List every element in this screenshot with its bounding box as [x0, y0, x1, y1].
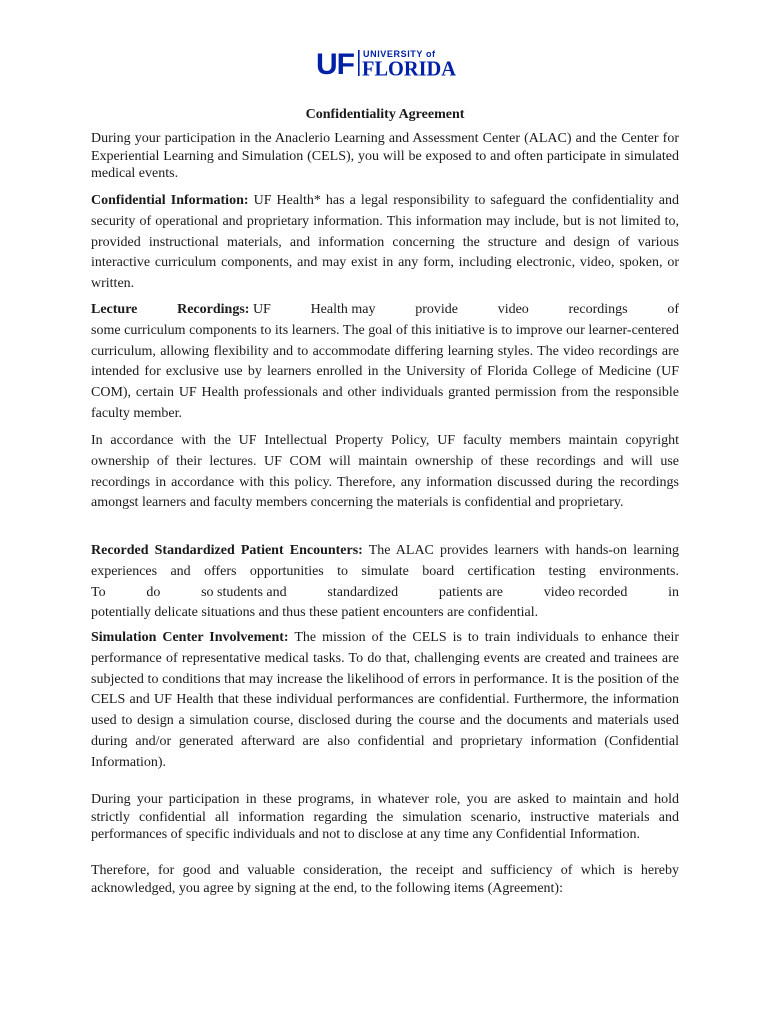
ip-policy-paragraph: In accordance with the UF Intellectual Property Policy, UF faculty members maintain copyright ownership of their lectures. UF COM will maintain ownership of these recordings and will use recordings in accordance with this policy. Therefore, any information discussed during the recordings amongst learners and faculty members concerning the materials is confidential and proprietary. — [91, 433, 679, 511]
uf-logo — [316, 46, 458, 78]
sp-word: in — [668, 584, 679, 600]
logo-university-of: UNIVERSITY of — [363, 49, 436, 59]
standardized-patient-third-line — [91, 583, 679, 604]
lecture-word: video — [497, 302, 529, 317]
logo-florida: FLORIDA — [362, 56, 457, 78]
confidential-information-heading: Confidential Information: — [91, 193, 249, 208]
lecture-word: of — [667, 302, 679, 317]
confidential-information-text: UF Health* has a legal responsibility to safeguard the confidentiality and security of operational and proprietary information. This information may include, but is not limited to, provided instructional materials, and information concerning the structure and design of various interactive curriculum components, and may exist in any form, including electronic, video, spoken, or written. — [91, 193, 679, 292]
intro-paragraph: During your participation in the Anaclerio Learning and Assessment Center (ALAC) and the Center for Experiential Learning and Simulation (CELS), you will be exposed to and often participate in simulated medical events. — [91, 131, 679, 181]
standardized-patient-last-line: potentially delicate situations and thus these patient encounters are confidential. — [91, 605, 539, 621]
sp-word: video recorded — [543, 584, 628, 600]
lecture-recordings-first-line — [91, 300, 679, 321]
standardized-patient-heading: Recorded Standardized Patient Encounters: — [91, 543, 363, 558]
simulation-center-text: The mission of the CELS is to train individuals to enhance their performance of representative medical tasks. To do that, challenging events are created and trainees are subjected to conditions that may increase the likelihood of errors in performance. It is the position of the CELS and UF Health that these individual performances are confidential. Furthermore, the information used to design a simulation course, disclosed during the course and the documents and materials used during and/or generated afterward are also confidential and proprietary information (Confidential Information). — [91, 630, 680, 770]
lecture-word: recordings — [568, 302, 628, 317]
lecture-word: Health may — [310, 302, 376, 317]
lecture-recordings-paragraph — [91, 300, 679, 425]
logo-uf-mark: UF — [316, 48, 354, 78]
simulation-center-heading: Simulation Center Involvement: — [91, 630, 289, 645]
lecture-word: provide — [415, 302, 458, 317]
confidential-information-paragraph — [91, 191, 679, 295]
sp-word: patients are — [438, 584, 504, 600]
standardized-patient-body — [91, 541, 679, 583]
therefore-paragraph: Therefore, for good and valuable consideration, the receipt and sufficiency of which is hereby acknowledged, you agree by signing at the end, to the following items (Agreement): — [91, 863, 679, 896]
sp-word: standardized — [327, 584, 399, 600]
standardized-patient-text: The ALAC provides learners with hands-on learning experiences and offers opportunities to simulate board certification testing environments. — [91, 543, 679, 579]
during-participation-paragraph: During your participation in these programs, in whatever role, you are asked to maintain and hold strictly confidential all information regarding the simulation scenario, instructive materials and performances of specific individuals and not to disclose at any time any Confidential Information. — [91, 792, 679, 842]
logo-divider — [358, 50, 360, 76]
sp-word: so students and — [201, 584, 287, 600]
page-title: Confidentiality Agreement — [305, 107, 465, 122]
standardized-patient-paragraph — [91, 541, 679, 624]
simulation-center-paragraph — [91, 628, 679, 774]
lecture-word: UF — [252, 302, 271, 317]
lecture-heading-word2: Recordings: — [177, 302, 250, 317]
lecture-recordings-text: some curriculum components to its learners. The goal of this initiative is to improve our learner-centered curriculum, allowing flexibility and to accommodate differing learning styles. The video recordings are intended for exclusive use by learners enrolled in the University of Florida College of Medicine (UF COM), certain UF Health professionals and other individuals granted permission from the responsible faculty member. — [91, 322, 679, 421]
lecture-heading-word1: Lecture — [91, 302, 138, 317]
sp-word: do — [146, 584, 161, 600]
sp-word: To — [91, 584, 106, 600]
